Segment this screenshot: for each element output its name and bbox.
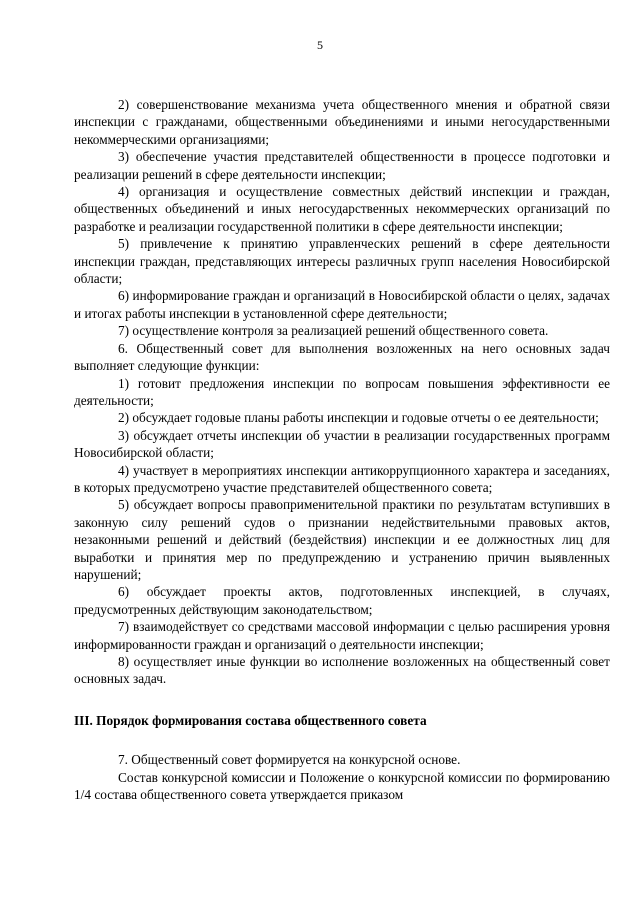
list-item: 7) осуществление контроля за реализацией решений общественного совета. [118,323,549,339]
list-item: 2) обсуждает годовые планы работы инспекции и годовые отчеты о ее деятельности; [118,410,599,426]
list-item: 2) совершенствование механизма учета общественного мнения и обратной связи инспекции с гражданами, общественными объединениями и иными негосударственными некоммерческими организациями; [74,97,610,147]
paragraph-7-continued: Состав конкурсной комиссии и Положение о конкурсной комиссии по формированию 1/4 состава общественного совета утверждается приказом [74,769,610,803]
list-item: 5) привлечение к принятию управленческих решений в сфере деятельности инспекции граждан, представляющих интересы различных групп населения Новосибирской области; [74,236,610,287]
list-item: 1) готовит предложения инспекции по вопросам повышения эффективности ее деятельности; [74,375,610,408]
list-item: 4) участвует в мероприятиях инспекции антикоррупционного характера и заседаниях, в которых предусмотрено участие представителей общественного совета; [74,462,610,495]
document-body [74,96,610,803]
paragraph-7: 7. Общественный совет формируется на конкурсной основе. [118,752,461,768]
list-item: 3) обеспечение участия представителей общественности в процессе подготовки и реализации решений в сфере деятельности инспекции; [74,149,610,182]
list-item: 4) организация и осуществление совместных действий инспекции и граждан, общественных объединений и иных негосударственных некоммерческих организаций по разработке и реализации государственной политики в сфере деятельности инспекции; [74,184,610,234]
section-heading: III. Порядок формирования состава общественного совета [74,712,427,728]
list-item: 3) обсуждает отчеты инспекции об участии в реализации государственных программ Новосибирской области; [74,427,610,461]
list-item: 5) обсуждает вопросы правоприменительной практики по результатам вступивших в законную силу решений судов о признании недействительными правовых актов, незаконными решений и действий (бездействия) инспекции и ее должностных лиц для выработки и принятия мер по предупреждению и устранению причин выявленных нарушений; [74,497,610,582]
list-item: 6) информирование граждан и организаций в Новосибирской области о целях, задачах и итогах работы инспекции в установленной сфере деятельности; [74,288,610,321]
list-item: 6) обсуждает проекты актов, подготовленных инспекцией, в случаях, предусмотренных действующим законодательством; [74,584,610,617]
paragraph-6: 6. Общественный совет для выполнения возложенных на него основных задач выполняет следующие функции: [74,340,610,374]
list-item: 8) осуществляет иные функции во исполнение возложенных на общественный совет основных задач. [74,654,610,687]
list-item: 7) взаимодействует со средствами массовой информации с целью расширения уровня информированности граждан и организаций о деятельности инспекции; [74,619,610,652]
page-number: 5 [317,38,323,52]
